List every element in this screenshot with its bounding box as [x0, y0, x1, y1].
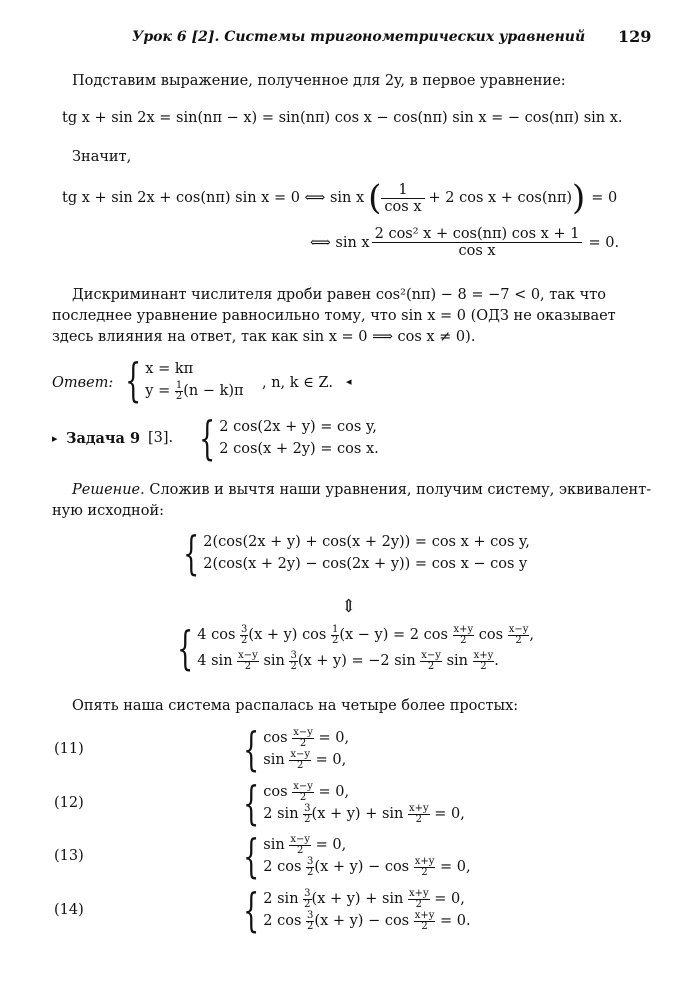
paragraph-discriminant-line-1: Дискриминант числителя дроби равен cos²(nπ) − 8 = −7 < 0, так что [72, 287, 606, 303]
task-label: Задача 9 [66, 430, 141, 447]
eq2-fraction: $\frac{1}{\text{cos x}}$ [381, 182, 424, 215]
case-11-row-1: cos $\frac{x-y}{2}$ = 0, [263, 726, 350, 749]
eq2-lhs: tg x + sin 2x + cos(nπ) sin x = 0 ⟺ sin x [62, 190, 365, 206]
case-14-row-1: 2 sin $\frac{3}{2}$ (x + y) + sin $\frac{x+y}{2}$ = 0, [263, 887, 465, 910]
case-14-row-2: 2 cos $\frac{3}{2}$ (x + y) − cos $\frac{x+y}{2}$ = 0. [263, 909, 471, 932]
equation-tg-substitution: tg x + sin 2x = sin(nπ − x) = sin(nπ) cos x − cos(nπ) sin x = − cos(nπ) sin x. [62, 110, 623, 126]
case-11-row-2: sin $\frac{x-y}{2}$ = 0, [263, 748, 347, 771]
equivalence-arrow-icon: ⇕ [341, 596, 357, 617]
answer-system: { x = kπ y = $\frac{1}{2}$ (n − k)π [125, 353, 244, 407]
paragraph-discriminant-line-2: последнее уравнение равносильно тому, что sin x = 0 (ОДЗ не оказывает [52, 308, 616, 324]
answer-row-2: y = $\frac{1}{2}$ (n − k)π [145, 379, 244, 402]
case-13-row-2: 2 cos $\frac{3}{2}$ (x + y) − cos $\frac{x+y}{2}$ = 0, [263, 855, 471, 878]
running-header: Урок 6 [2]. Системы тригонометрических уравнений [132, 29, 586, 45]
eq3-fraction: $\frac{\text{2 cos² x + cos(nπ) cos x + 1}}{\text{cos x}}$ [372, 226, 583, 259]
eq2-rhs: = 0 [591, 190, 618, 206]
solution-line-2: ную исходной: [52, 503, 164, 519]
sum-difference-system: { 2(cos(2x + y) + cos(x + 2y)) = cos x + cos y, 2(cos(x + 2y) − cos(2x + y)) = cos x − cos y [183, 526, 530, 580]
case-13-label: (13) [54, 848, 84, 864]
eq2-rest: + 2 cos x + cos(nπ) [428, 190, 573, 206]
case-13-system: { sin $\frac{x-y}{2}$ = 0, 2 cos $\frac{3}{2}$ (x + y) − cos $\frac{x+y}{2}$ = 0, [243, 829, 471, 883]
answer-row-1: x = kπ [145, 361, 194, 377]
product-row-1: 4 cos $\frac{3}{2}$ (x + y) cos $\frac{1}{2}$ (x − y) = 2 cos $\frac{x+y}{2}$ cos $\frac{x-y}{2}$ , [197, 623, 534, 646]
case-11-label: (11) [54, 741, 84, 757]
case-13-row-1: sin $\frac{x-y}{2}$ = 0, [263, 833, 347, 856]
paragraph-hence: Значит, [72, 149, 132, 165]
sum-row: 2(cos(2x + y) + cos(x + 2y)) = cos x + cos y, [203, 534, 530, 550]
end-of-solution-icon: ◂ [346, 375, 352, 388]
case-14-label: (14) [54, 902, 84, 918]
case-12-system: { cos $\frac{x-y}{2}$ = 0, 2 sin $\frac{3}{2}$ (x + y) + sin $\frac{x+y}{2}$ = 0, [243, 776, 465, 830]
case-11-system: { cos $\frac{x-y}{2}$ = 0, sin $\frac{x-y}{2}$ = 0, [243, 722, 350, 776]
paragraph-substitute: Подставим выражение, полученное для 2y, в первое уравнение: [72, 73, 566, 89]
difference-row: 2(cos(x + 2y) − cos(2x + y)) = cos x − cos y [203, 556, 528, 572]
equation-equivalence-1: tg x + sin 2x + cos(nπ) sin x = 0 ⟺ sin x ( $\frac{1}{\text{cos x}}$ + 2 cos x + cos(nπ) ) = 0 [62, 178, 618, 218]
answer-label: Ответ: [52, 375, 114, 391]
paragraph-four-systems: Опять наша система распалась на четыре более простых: [72, 698, 519, 714]
equation-equivalence-2 [310, 226, 619, 259]
eq3-lhs: ⟺ sin x [310, 234, 370, 251]
task-row-2: 2 cos(x + 2y) = cos x. [219, 441, 379, 457]
task-system: { 2 cos(2x + y) = cos y, 2 cos(x + 2y) = cos x. [199, 411, 379, 465]
eq3-rhs: = 0. [588, 234, 620, 251]
product-system: { 4 cos $\frac{3}{2}$ (x + y) cos $\frac{1}{2}$ (x − y) = 2 cos $\frac{x+y}{2}$ cos $\frac{x-y}{2}$ , 4 sin $\frac{x-y}{2}$ sin $\frac{3}{2}$ (x + y) = −2 sin $\frac{x-y}{2}$ sin $\frac{x+y}{2}$ . [177, 621, 534, 675]
page-number: 129 [618, 27, 652, 46]
case-12-row-2: 2 sin $\frac{3}{2}$ (x + y) + sin $\frac{x+y}{2}$ = 0, [263, 802, 465, 825]
task-reference: [3]. [148, 430, 174, 446]
case-14-system: { 2 sin $\frac{3}{2}$ (x + y) + sin $\frac{x+y}{2}$ = 0, 2 cos $\frac{3}{2}$ (x + y) − cos $\frac{x+y}{2}$ = 0. [243, 883, 471, 937]
product-row-2: 4 sin $\frac{x-y}{2}$ sin $\frac{3}{2}$ (x + y) = −2 sin $\frac{x-y}{2}$ sin $\frac{x+y}{2}$ . [197, 649, 499, 672]
case-12-row-1: cos $\frac{x-y}{2}$ = 0, [263, 780, 350, 803]
answer-suffix: , n, k ∈ Z. [262, 375, 333, 391]
case-12-label: (12) [54, 795, 84, 811]
paragraph-discriminant-line-3: здесь влияния на ответ, так как sin x = 0 ⟹ cos x ≠ 0). [52, 329, 476, 345]
solution-line-1: Решение. Сложив и вычтя наши уравнения, получим систему, эквивалент- [72, 482, 652, 498]
task-row-1: 2 cos(2x + y) = cos y, [219, 419, 377, 435]
task-marker-icon: ▸ [52, 432, 58, 445]
